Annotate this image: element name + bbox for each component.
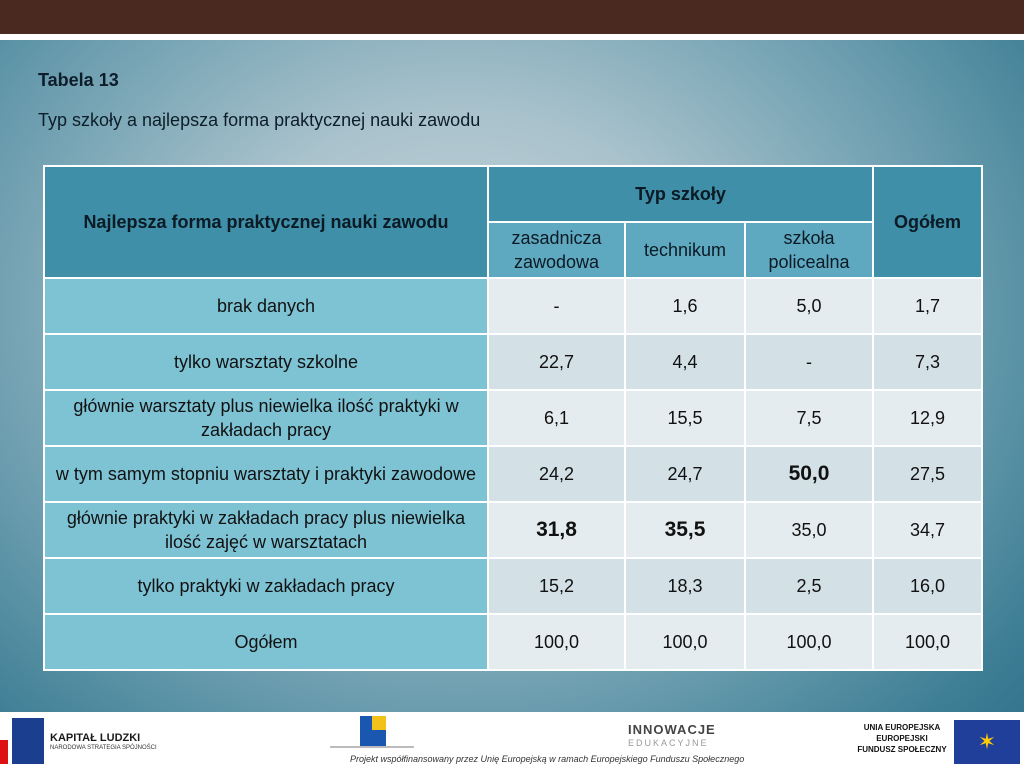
cell-value: 27,5 xyxy=(873,446,982,502)
kapital-ludzki-red-bar-icon xyxy=(0,740,8,764)
row-label: brak danych xyxy=(44,278,488,334)
table-row xyxy=(44,278,982,334)
cell-value-highlight: 35,5 xyxy=(625,502,745,558)
cell-value: 24,7 xyxy=(625,446,745,502)
cell-value: 18,3 xyxy=(625,558,745,614)
cell-value: 7,3 xyxy=(873,334,982,390)
eu-label xyxy=(852,722,952,755)
cell-value: 100,0 xyxy=(745,614,873,670)
eu-label-line2: EUROPEJSKI xyxy=(876,734,928,743)
cell-value: 7,5 xyxy=(745,390,873,446)
eu-label-line1: UNIA EUROPEJSKA xyxy=(863,723,941,732)
cell-value: 15,2 xyxy=(488,558,625,614)
table-row xyxy=(44,558,982,614)
table-number: Tabela 13 xyxy=(38,70,119,90)
top-divider xyxy=(0,34,1024,40)
eu-flag-icon xyxy=(954,720,1020,764)
row-label: tylko warsztaty szkolne xyxy=(44,334,488,390)
cell-value: 35,0 xyxy=(745,502,873,558)
cell-value: 1,7 xyxy=(873,278,982,334)
cell-value: 100,0 xyxy=(873,614,982,670)
table-row xyxy=(44,502,982,558)
row-label: głównie warsztaty plus niewielka ilość praktyki w zakładach pracy xyxy=(44,390,488,446)
cell-value: 4,4 xyxy=(625,334,745,390)
cell-value: 2,5 xyxy=(745,558,873,614)
total-header: Ogółem xyxy=(873,166,982,278)
row-label: głównie praktyki w zakładach pracy plus niewielka ilość zajęć w warsztatach xyxy=(44,502,488,558)
corner-header: Najlepsza forma praktycznej nauki zawodu xyxy=(44,166,488,278)
logo-divider xyxy=(330,746,414,748)
cell-value: 22,7 xyxy=(488,334,625,390)
table-title: Typ szkoły a najlepsza forma praktycznej nauki zawodu xyxy=(38,110,481,130)
row-label: Ogółem xyxy=(44,614,488,670)
table-row-total xyxy=(44,614,982,670)
cell-value: 15,5 xyxy=(625,390,745,446)
cell-value: 12,9 xyxy=(873,390,982,446)
cell-value: 16,0 xyxy=(873,558,982,614)
logo-edukacyjne: EDUKACYJNE xyxy=(628,738,709,748)
logo-kapital-ludzki-subtitle: NARODOWA STRATEGIA SPÓJNOŚCI xyxy=(50,745,157,751)
kapital-ludzki-emblem-icon xyxy=(12,718,44,764)
eu-label-line3: FUNDUSZ SPOŁECZNY xyxy=(857,745,947,754)
column-header-policealna: szkoła policealna xyxy=(745,222,873,278)
cell-value: 100,0 xyxy=(625,614,745,670)
table-row xyxy=(44,334,982,390)
emblem-yellow-icon xyxy=(372,716,386,730)
cell-value: 6,1 xyxy=(488,390,625,446)
logo-innowacje: INNOWACJE xyxy=(628,722,716,737)
eu-stars-icon: ✶ xyxy=(977,729,997,754)
row-label: tylko praktyki w zakładach pracy xyxy=(44,558,488,614)
cell-value: 100,0 xyxy=(488,614,625,670)
cell-value: - xyxy=(488,278,625,334)
column-header-technikum: technikum xyxy=(625,222,745,278)
cell-value-highlight: 31,8 xyxy=(488,502,625,558)
cell-value: 24,2 xyxy=(488,446,625,502)
cell-value: - xyxy=(745,334,873,390)
school-type-header: Typ szkoły xyxy=(488,166,873,222)
column-header-zasadnicza: zasadnicza zawodowa xyxy=(488,222,625,278)
table-row xyxy=(44,446,982,502)
row-label: w tym samym stopniu warsztaty i praktyki zawodowe xyxy=(44,446,488,502)
data-table xyxy=(43,165,983,671)
cell-value-highlight: 50,0 xyxy=(745,446,873,502)
logo-kapital-ludzki: KAPITAŁ LUDZKI xyxy=(50,732,141,744)
cell-value: 34,7 xyxy=(873,502,982,558)
top-bar xyxy=(0,0,1024,34)
cell-value: 1,6 xyxy=(625,278,745,334)
cell-value: 5,0 xyxy=(745,278,873,334)
funding-note: Projekt współfinansowany przez Unię Europejską w ramach Europejskiego Funduszu Społecznego xyxy=(350,754,745,764)
table-row xyxy=(44,390,982,446)
